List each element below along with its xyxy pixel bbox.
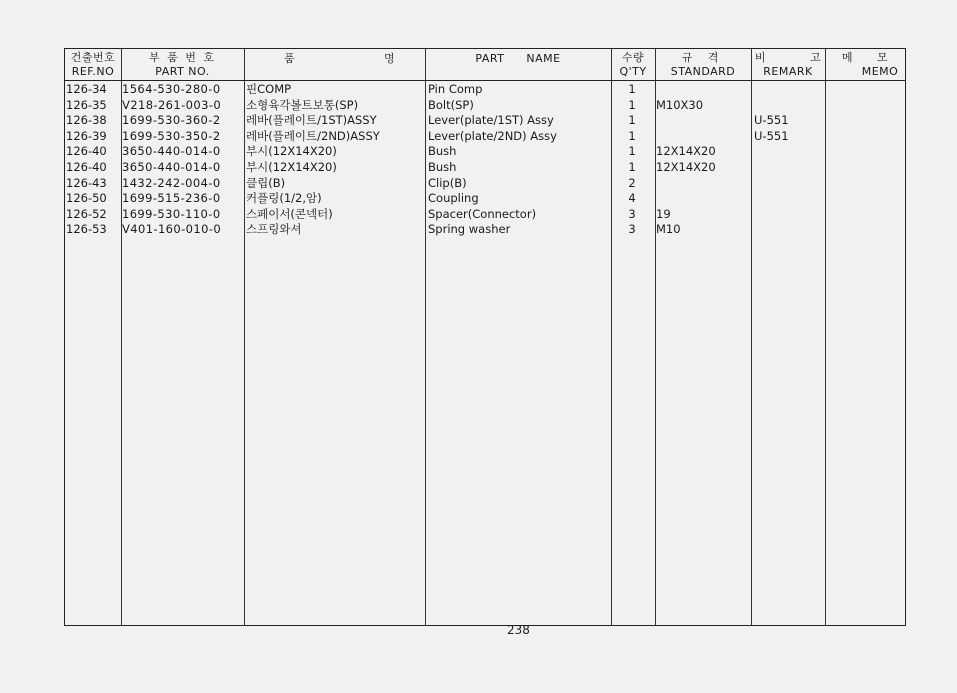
- part-no: 3650-440-014-0: [122, 159, 221, 174]
- quantity: 1: [628, 128, 636, 143]
- kor-name: 핀COMP: [246, 82, 292, 96]
- ref-no: 126-34: [66, 82, 107, 96]
- ref-no: 126-39: [66, 128, 107, 143]
- table-row: [65, 176, 905, 192]
- kor-name: 레바(플레이트/1ST)ASSY: [246, 113, 377, 128]
- header-qty: [611, 49, 655, 80]
- standard: 19: [656, 206, 671, 221]
- part-name: Pin Comp: [428, 82, 483, 96]
- kor-name: 클립(B): [246, 175, 286, 190]
- kor-name: 커플링(1/2,암): [246, 191, 322, 206]
- part-name: Bush: [428, 144, 457, 159]
- header-ref-kor: 건출번호: [70, 50, 116, 64]
- part-no: 1564-530-280-0: [122, 82, 221, 96]
- table-row: [65, 144, 905, 160]
- part-name: Lever(plate/2ND) Assy: [428, 128, 557, 143]
- header-remark: [751, 49, 825, 80]
- quantity: 2: [628, 175, 636, 190]
- part-no: 1699-530-110-0: [122, 206, 221, 221]
- part-no: 3650-440-014-0: [122, 144, 221, 159]
- header-std-kor: 규 격: [681, 50, 725, 64]
- header-part-name: [425, 49, 611, 80]
- table-row: [65, 82, 905, 98]
- part-name: Spacer(Connector): [428, 206, 537, 221]
- part-name: Lever(plate/1ST) Assy: [428, 113, 554, 128]
- ref-no: 126-50: [66, 191, 107, 206]
- standard: M10X30: [656, 97, 704, 112]
- part-no: V401-160-010-0: [122, 222, 222, 237]
- kor-name: 부시(12X14X20): [246, 144, 337, 159]
- ref-no: 126-43: [66, 175, 107, 190]
- header-memo-eng: MEMO: [861, 64, 899, 78]
- ref-no: 126-52: [66, 206, 107, 221]
- kor-name: 부시(12X14X20): [246, 159, 337, 174]
- header-memo-kor: 메 모: [841, 50, 889, 64]
- standard: 12X14X20: [656, 144, 716, 159]
- part-name: Coupling: [428, 191, 479, 206]
- header-desc-kor-2: 명: [384, 52, 396, 65]
- table-row: [65, 129, 905, 145]
- table-body: [65, 82, 905, 238]
- quantity: 3: [628, 222, 636, 237]
- remark: U-551: [754, 128, 789, 143]
- remark: U-551: [754, 113, 789, 128]
- part-no: 1432-242-004-0: [122, 175, 221, 190]
- header-rem-eng: REMARK: [763, 64, 813, 78]
- header-kor-name: [244, 49, 425, 80]
- header-standard: [655, 49, 751, 80]
- part-name: Bolt(SP): [428, 97, 474, 112]
- table-row: [65, 160, 905, 176]
- header-qty-eng: Q'TY: [619, 64, 647, 78]
- part-name: Spring washer: [428, 222, 511, 237]
- quantity: 1: [628, 82, 636, 96]
- table-row: [65, 113, 905, 129]
- kor-name: 소형육각볼트보통(SP): [246, 97, 359, 112]
- header-divider: [65, 80, 905, 81]
- part-no: 1699-530-360-2: [122, 113, 221, 128]
- quantity: 4: [628, 191, 636, 206]
- header-std-eng: STANDARD: [670, 64, 736, 78]
- page-number: 238: [507, 623, 530, 637]
- ref-no: 126-40: [66, 144, 107, 159]
- standard: M10: [656, 222, 681, 237]
- part-name: Clip(B): [428, 175, 467, 190]
- quantity: 1: [628, 97, 636, 112]
- kor-name: 레바(플레이트/2ND)ASSY: [246, 128, 380, 143]
- table-row: [65, 98, 905, 114]
- header-part-eng: PART NO.: [155, 64, 210, 78]
- part-no: 1699-530-350-2: [122, 128, 221, 143]
- quantity: 1: [628, 144, 636, 159]
- table-row: [65, 191, 905, 207]
- parts-table: [64, 48, 906, 626]
- part-no: V218-261-003-0: [122, 97, 222, 112]
- part-no: 1699-515-236-0: [122, 191, 221, 206]
- header-qty-kor: 수량: [621, 50, 645, 64]
- table-row: [65, 222, 905, 238]
- kor-name: 스프링와셔: [246, 222, 302, 237]
- ref-no: 126-40: [66, 159, 107, 174]
- quantity: 1: [628, 159, 636, 174]
- header-desc-kor-1: 품: [284, 52, 296, 65]
- ref-no: 126-53: [66, 222, 107, 237]
- header-ref-eng: REF.NO: [71, 64, 115, 78]
- header-part-name-text: PART NAME: [475, 52, 561, 65]
- header-ref: [65, 49, 121, 80]
- header-part-kor: 부 품 번 호: [149, 50, 216, 64]
- standard: 12X14X20: [656, 159, 716, 174]
- header-rem-kor: 비 고: [754, 50, 822, 64]
- header-memo: [825, 49, 905, 80]
- ref-no: 126-35: [66, 97, 107, 112]
- quantity: 3: [628, 206, 636, 221]
- part-name: Bush: [428, 159, 457, 174]
- ref-no: 126-38: [66, 113, 107, 128]
- table-row: [65, 207, 905, 223]
- quantity: 1: [628, 113, 636, 128]
- header-part-no: [121, 49, 244, 80]
- kor-name: 스페이서(콘넥터): [246, 206, 333, 221]
